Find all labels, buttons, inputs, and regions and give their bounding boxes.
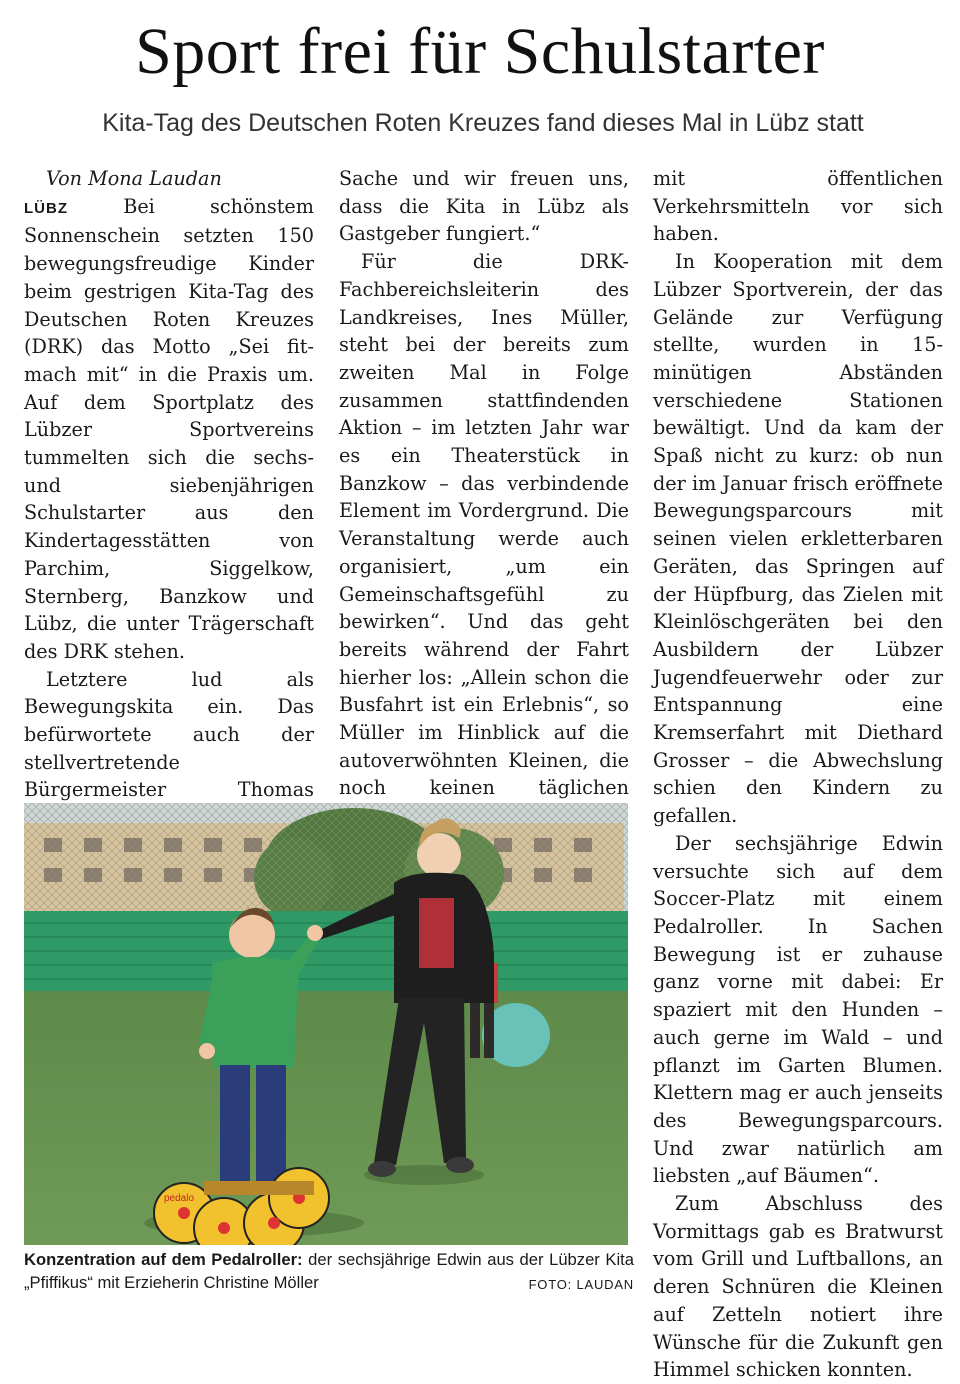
article-paragraph bbox=[24, 193, 314, 666]
article-column-2 bbox=[339, 165, 629, 830]
article-paragraph: Zum Abschluss des Vormittags gab es Bratwurst vom Grill und Luftballons, an deren Schnüren die Kleinen auf Zetteln notiert ihre Wünsche für die Zukunft gen Himmel schicken konnten. bbox=[653, 1192, 943, 1382]
article-paragraph: Der sechsjährige Edwin versuchte sich auf dem Soccer-Platz mit einem Pedalroller. In Sachen Bewegung ist er zuhause ganz vorne mit dabei: Er spaziert mit den Hunden – auch gerne im Wald – und pflanzt im Garten Blumen. Klettern mag er auch jenseits des Bewegungsparcours. Und zwar natürlich am liebsten „auf Bäumen“. bbox=[653, 831, 943, 1188]
headline: Sport frei für Schulstarter bbox=[135, 15, 825, 88]
article-paragraph: In Kooperation mit dem Lübzer Sportverein, der das Gelände zur Verfügung stellte, wurden in 15-minütigen Abständen verschiedene Stationen bewältigt. Und da kam der Spaß nicht zu kurz: ob nun der im Januar frisch eröffnete Bewegungsparcours mit seinen vielen erkletterbaren Geräten, das Springen auf der Hüpfburg, das Zielen mit Kleinlöschgeräten bei den Ausbildern der Lübzer Jugendfeuerwehr oder zur Entspannung eine Kremserfahrt mit Diethard Grosser – die Abwechslung schien den Kindern zu gefallen. bbox=[653, 250, 943, 828]
article-paragraph: Sache und wir freuen uns, dass die Kita in Lübz als Gastgeber fungiert.“ bbox=[339, 167, 629, 246]
article-photo bbox=[24, 803, 628, 1245]
article-paragraph: mit öffentlichen Verkehrsmitteln vor sich haben. bbox=[653, 167, 943, 246]
article-column-3 bbox=[653, 165, 943, 1384]
paragraph-text: Bei schönstem Sonnenschein setzten 150 bewegungsfreudige Kinder beim gestrigen Kita-Tag des Deutschen Roten Kreuzes (DRK) das Motto „Sei fit- mach mit“ in die Praxis um. Auf dem Sportplatz des Lübzer Sportvereins tummelten sich die sechs- und siebenjährigen Schulstarter aus den Kindertagesstätten von Parchim, Siggelkow, Sternberg, Banzkow und Lübz, die unter Trägerschaft des DRK stehen. bbox=[24, 194, 314, 663]
photo-caption bbox=[24, 1248, 634, 1296]
caption-lead: Konzentration auf dem Pedalroller: bbox=[24, 1250, 303, 1269]
article-paragraph: Für die DRK-Fachbereichsleiterin des Landkreises, Ines Müller, steht bei der bereits zum zweiten Mal in Folge zusammen stattfindenden Aktion – im letzten Jahr war es ein Theaterstück in Banzkow – das verbindende Element im Vordergrund. Die Veranstaltung werde auch organisiert, „um ein Gemeinschaftsgefühl zu bewirken“. Und das geht bereits während der Fahrt hierher los: „Allein schon die Busfahrt ist ein Erlebnis“, so Müller im Hinblick auf die autoverwöhnten Kleinen, die noch keinen täglichen bbox=[339, 250, 629, 800]
dateline: LÜBZ bbox=[24, 199, 68, 217]
subheadline: Kita-Tag des Deutschen Roten Kreuzes fand dieses Mal in Lübz statt bbox=[102, 109, 864, 137]
byline: Von Mona Laudan bbox=[46, 167, 222, 190]
article-paragraph: Letztere lud als Bewegungskita ein. Das befürwortete auch der stellvertretende Bürgermeister Thomas bbox=[24, 667, 314, 802]
caption-text: der sechsjährige Edwin aus der Lübzer Kita „Pfiffikus“ mit Erzieherin Christine Möller bbox=[24, 1250, 634, 1292]
article-column-1 bbox=[24, 165, 314, 832]
pedalo-label: pedalo bbox=[164, 1193, 195, 1204]
photo-credit: FOTO: LAUDAN bbox=[528, 1277, 634, 1292]
